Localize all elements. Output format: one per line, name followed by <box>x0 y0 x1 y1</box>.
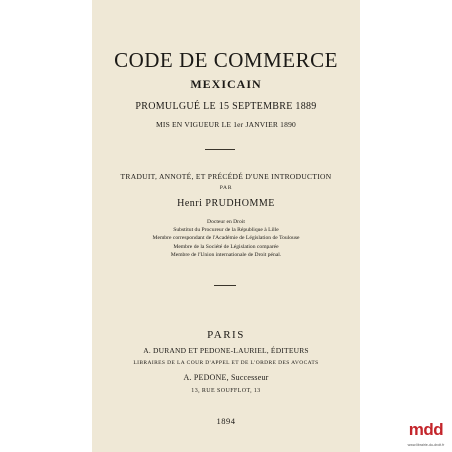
publisher-address: 13, RUE SOUFFLOT, 13 <box>191 388 261 394</box>
watermark-badge <box>402 420 450 452</box>
by-label: PAR <box>219 185 233 191</box>
qualification-line: Membre de la Société de Législation comparée <box>173 243 279 250</box>
mdd-logo: mdd <box>408 420 444 439</box>
promulgation-date: PROMULGUÉ LE 15 SEPTEMBRE 1889 <box>135 101 317 112</box>
book-title: CODE DE COMMERCE <box>114 48 338 72</box>
author-name: Henri PRUDHOMME <box>177 198 275 209</box>
divider-rule <box>205 149 235 150</box>
effective-date: MIS EN VIGUEUR LE 1er JANVIER 1890 <box>156 120 296 129</box>
book-subtitle: MEXICAIN <box>190 77 262 91</box>
publication-city: PARIS <box>207 329 245 341</box>
divider-rule <box>214 285 236 286</box>
publication-year: 1894 <box>216 416 236 426</box>
qualification-line: Membre de l'Union internationale de Droit pénal. <box>170 251 282 258</box>
translation-note: TRADUIT, ANNOTÉ, ET PRÉCÉDÉ D'UNE INTRODUCTION <box>120 172 332 181</box>
qualification-line: Docteur en Droit <box>207 219 245 225</box>
publisher-name: A. DURAND ET PEDONE-LAURIEL, ÉDITEURS <box>143 346 309 355</box>
publisher-successor: A. PEDONE, Successeur <box>183 373 269 382</box>
watermark-caption: www.librairie-du-droit.fr <box>407 443 445 447</box>
qualification-line: Substitut du Procureur de la République à Lille <box>173 227 279 234</box>
qualification-line: Membre correspondant de l'Académie de Législation de Toulouse <box>152 235 300 242</box>
book-title-page <box>92 0 360 452</box>
author-qualifications <box>92 218 360 259</box>
publisher-description: LIBRAIRES DE LA COUR D'APPEL ET DE L'ORDRE DES AVOCATS <box>133 360 319 366</box>
